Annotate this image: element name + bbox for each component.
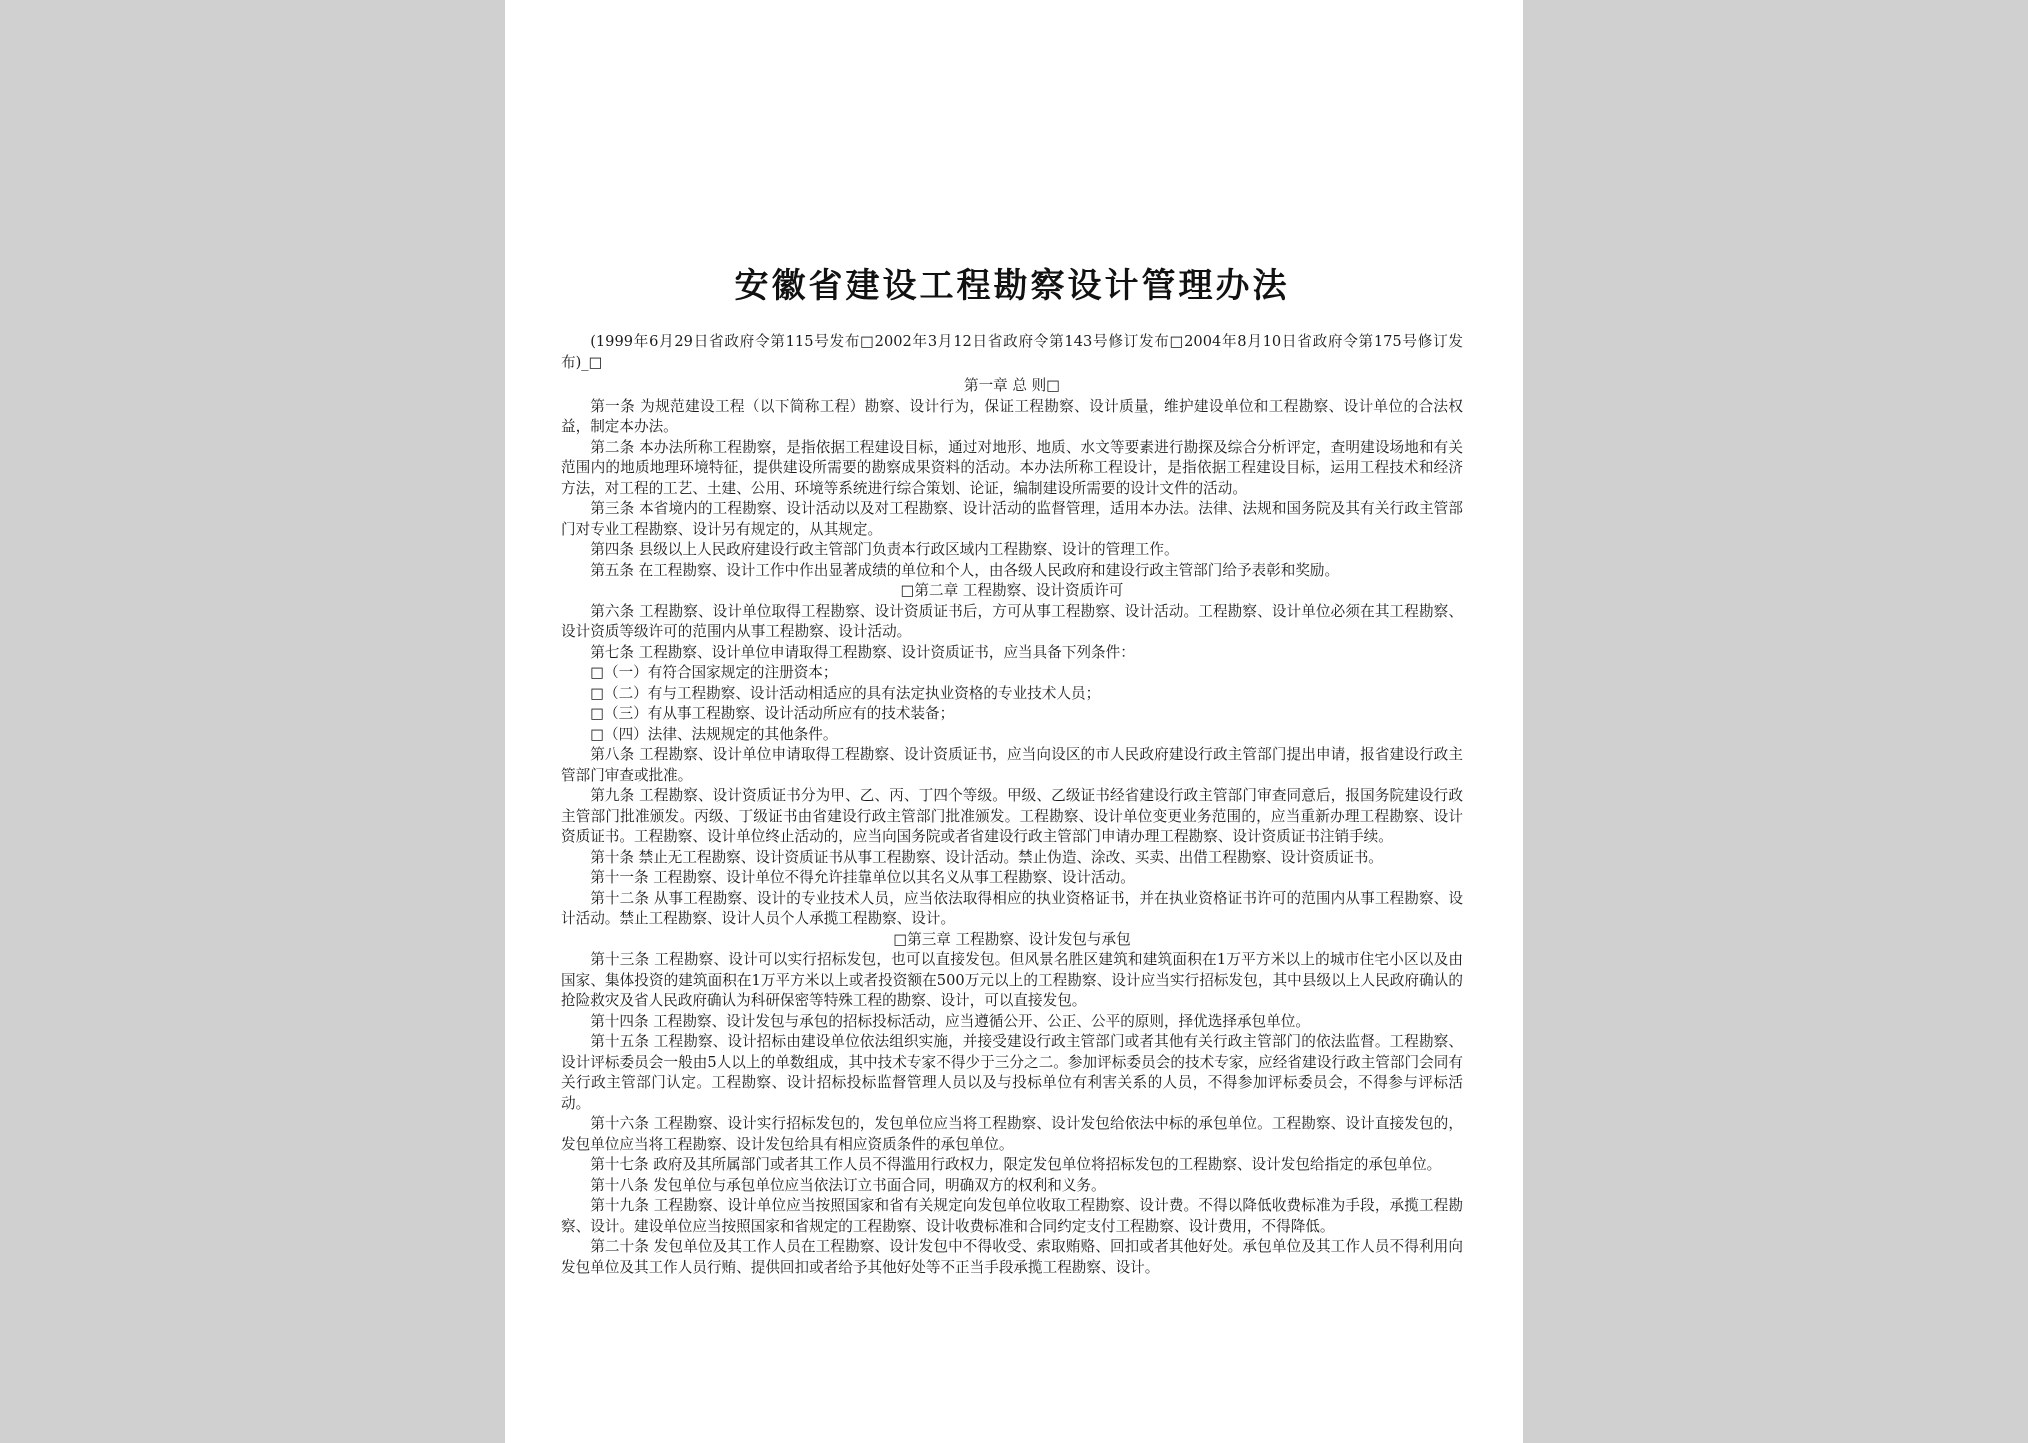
article-paragraph: 第十条 禁止无工程勘察、设计资质证书从事工程勘察、设计活动。禁止伪造、涂改、买卖、出借工程勘察、设计资质证书。 — [590, 848, 1383, 866]
article-paragraph: 第二十条 发包单位及其工作人员在工程勘察、设计发包中不得收受、索取贿赂、回扣或者其他好处。承包单位及其工作人员不得利用向发包单位及其工作人员行贿、提供回扣或者给予其他好处等不正当手段承揽工程勘察、设计。 — [561, 1238, 1463, 1276]
list-item: □（四）法律、法规规定的其他条件。 — [590, 725, 838, 743]
article-paragraph: 第四条 县级以上人民政府建设行政主管部门负责本行政区域内工程勘察、设计的管理工作。 — [590, 541, 1179, 558]
article-paragraph: 第十八条 发包单位与承包单位应当依法订立书面合同，明确双方的权利和义务。 — [590, 1176, 1106, 1194]
article-paragraph: 第十九条 工程勘察、设计单位应当按照国家和省有关规定向发包单位收取工程勘察、设计费。不得以降低收费标准为手段，承揽工程勘察、设计。建设单位应当按照国家和省规定的工程勘察、设计收费标准和合同约定支付工程勘察、设计费用，不得降低。 — [561, 1197, 1463, 1235]
article-paragraph: 第十四条 工程勘察、设计发包与承包的招标投标活动，应当遵循公开、公正、公平的原则，择优选择承包单位。 — [590, 1012, 1310, 1030]
article-paragraph: 第十二条 从事工程勘察、设计的专业技术人员，应当依法取得相应的执业资格证书，并在执业资格证书许可的范围内从事工程勘察、设计活动。禁止工程勘察、设计人员个人承揽工程勘察、设计。 — [561, 889, 1463, 927]
chapter-heading: □第三章 工程勘察、设计发包与承包 — [893, 930, 1131, 948]
article-paragraph: 第三条 本省境内的工程勘察、设计活动以及对工程勘察、设计活动的监督管理，适用本办法。法律、法规和国务院及其有关行政主管部门对专业工程勘察、设计另有规定的，从其规定。 — [561, 500, 1463, 538]
article-paragraph: 第十七条 政府及其所属部门或者其工作人员不得滥用行政权力，限定发包单位将招标发包的工程勘察、设计发包给指定的承包单位。 — [590, 1156, 1442, 1173]
document-page — [505, 0, 1523, 1443]
article-paragraph: 第八条 工程勘察、设计单位申请取得工程勘察、设计资质证书，应当向设区的市人民政府建设行政主管部门提出申请，报省建设行政主管部门审查或批准。 — [561, 746, 1463, 784]
issuance-note: (1999年6月29日省政府令第115号发布□2002年3月12日省政府令第143号修订发布□2004年8月10日省政府令第175号修订发布)_□ — [561, 333, 1463, 371]
article-paragraph: 第七条 工程勘察、设计单位申请取得工程勘察、设计资质证书，应当具备下列条件： — [590, 643, 1135, 661]
document-title: 安徽省建设工程勘察设计管理办法 — [734, 266, 1290, 306]
article-paragraph: 第十五条 工程勘察、设计招标由建设单位依法组织实施，并接受建设行政主管部门或者其他有关行政主管部门的依法监督。工程勘察、设计评标委员会一般由5人以上的单数组成，其中技术专家不得少于三分之二。参加评标委员会的技术专家，应经省建设行政主管部门会同有关行政主管部门认定。工程勘察、设计招标投标监督管理人员以及与投标单位有利害关系的人员，不得参加评标委员会，不得参与评标活动。 — [561, 1033, 1463, 1112]
chapter-heading: □第二章 工程勘察、设计资质许可 — [900, 582, 1124, 599]
list-item: □（一）有符合国家规定的注册资本； — [590, 664, 838, 681]
article-paragraph: 第十六条 工程勘察、设计实行招标发包的，发包单位应当将工程勘察、设计发包给依法中标的承包单位。工程勘察、设计直接发包的，发包单位应当将工程勘察、设计发包给具有相应资质条件的承包单位。 — [561, 1115, 1463, 1153]
chapter-heading: 第一章 总 则□ — [963, 377, 1061, 394]
article-paragraph: 第九条 工程勘察、设计资质证书分为甲、乙、丙、丁四个等级。甲级、乙级证书经省建设行政主管部门审查同意后，报国务院建设行政主管部门批准颁发。丙级、丁级证书由省建设行政主管部门批准颁发。工程勘察、设计单位变更业务范围的，应当重新办理工程勘察、设计资质证书。工程勘察、设计单位终止活动的，应当向国务院或者省建设行政主管部门申请办理工程勘察、设计资质证书注销手续。 — [561, 787, 1463, 845]
article-paragraph: 第五条 在工程勘察、设计工作中作出显著成绩的单位和个人，由各级人民政府和建设行政主管部门给予表彰和奖励。 — [590, 561, 1340, 579]
article-paragraph: 第十一条 工程勘察、设计单位不得允许挂靠单位以其名义从事工程勘察、设计活动。 — [590, 869, 1135, 886]
article-paragraph: 第一条 为规范建设工程（以下简称工程）勘察、设计行为，保证工程勘察、设计质量，维护建设单位和工程勘察、设计单位的合法权益，制定本办法。 — [561, 397, 1463, 435]
document-body — [561, 332, 1463, 1278]
article-paragraph: 第六条 工程勘察、设计单位取得工程勘察、设计资质证书后，方可从事工程勘察、设计活动。工程勘察、设计单位必须在其工程勘察、设计资质等级许可的范围内从事工程勘察、设计活动。 — [561, 602, 1463, 640]
article-paragraph: 第十三条 工程勘察、设计可以实行招标发包，也可以直接发包。但风景名胜区建筑和建筑面积在1万平方米以上的城市住宅小区以及由国家、集体投资的建筑面积在1万平方米以上或者投资额在500万元以上的工程勘察、设计应当实行招标发包，其中县级以上人民政府确认的抢险救灾及省人民政府确认为科研保密等特殊工程的勘察、设计，可以直接发包。 — [561, 951, 1463, 1009]
list-item: □（二）有与工程勘察、设计活动相适应的具有法定执业资格的专业技术人员； — [590, 684, 1101, 702]
article-paragraph: 第二条 本办法所称工程勘察，是指依据工程建设目标，通过对地形、地质、水文等要素进行勘探及综合分析评定，查明建设场地和有关范围内的地质地理环境特征，提供建设所需要的勘察成果资料的活动。本办法所称工程设计，是指依据工程建设目标，运用工程技术和经济方法，对工程的工艺、土建、公用、环境等系统进行综合策划、论证，编制建设所需要的设计文件的活动。 — [561, 438, 1463, 497]
list-item: □（三）有从事工程勘察、设计活动所应有的技术装备； — [590, 705, 955, 722]
